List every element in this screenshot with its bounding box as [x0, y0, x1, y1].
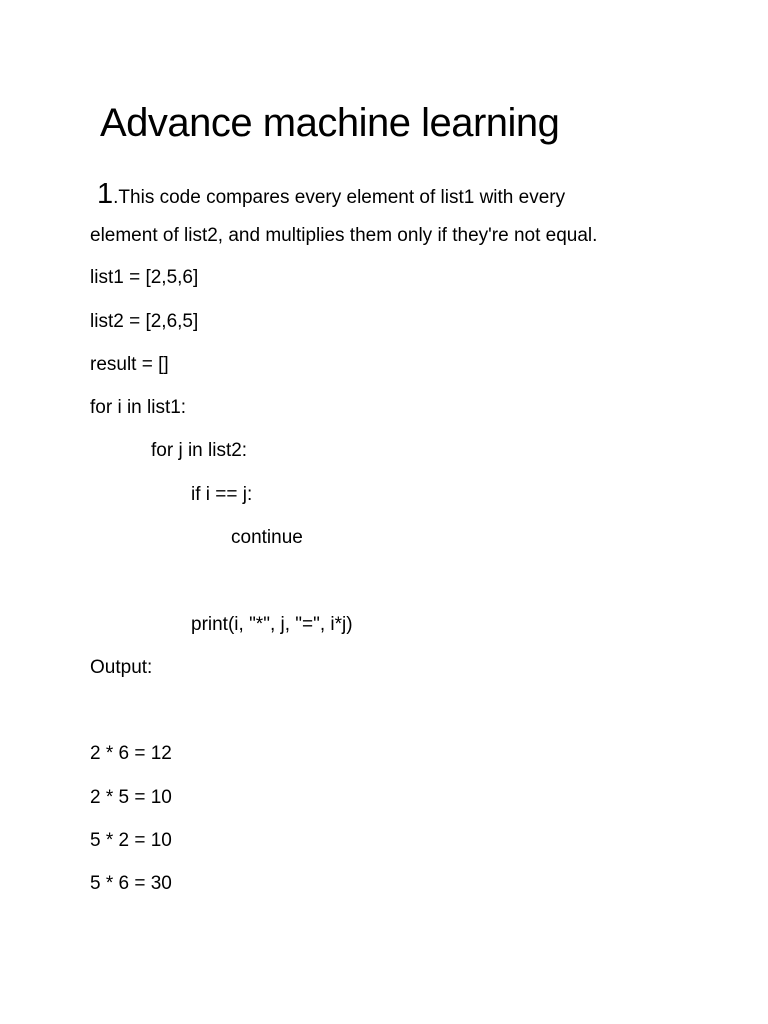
intro-first-line: [97, 174, 565, 218]
intro-text-line1: .This code compares every element of list1 with every: [113, 187, 566, 208]
output-label: Output:: [90, 657, 153, 678]
code-line: print(i, "*", j, "=", i*j): [191, 614, 353, 635]
code-line: for j in list2:: [151, 440, 248, 461]
output-line: 5 * 2 = 10: [90, 830, 172, 851]
code-line: if i == j:: [191, 484, 253, 505]
code-line: list2 = [2,6,5]: [90, 311, 199, 332]
document-title: Advance machine learning: [100, 101, 560, 145]
code-line: for i in list1:: [90, 397, 187, 418]
code-line: result = []: [90, 354, 169, 375]
intro-text-line2: element of list2, and multiplies them only if they're not equal.: [90, 225, 598, 246]
output-line: 2 * 6 = 12: [90, 743, 172, 764]
code-line: list1 = [2,5,6]: [90, 267, 199, 288]
intro-number: 1: [97, 178, 114, 210]
output-line: 2 * 5 = 10: [90, 787, 172, 808]
code-line: continue: [231, 527, 303, 548]
output-line: 5 * 6 = 30: [90, 873, 172, 894]
